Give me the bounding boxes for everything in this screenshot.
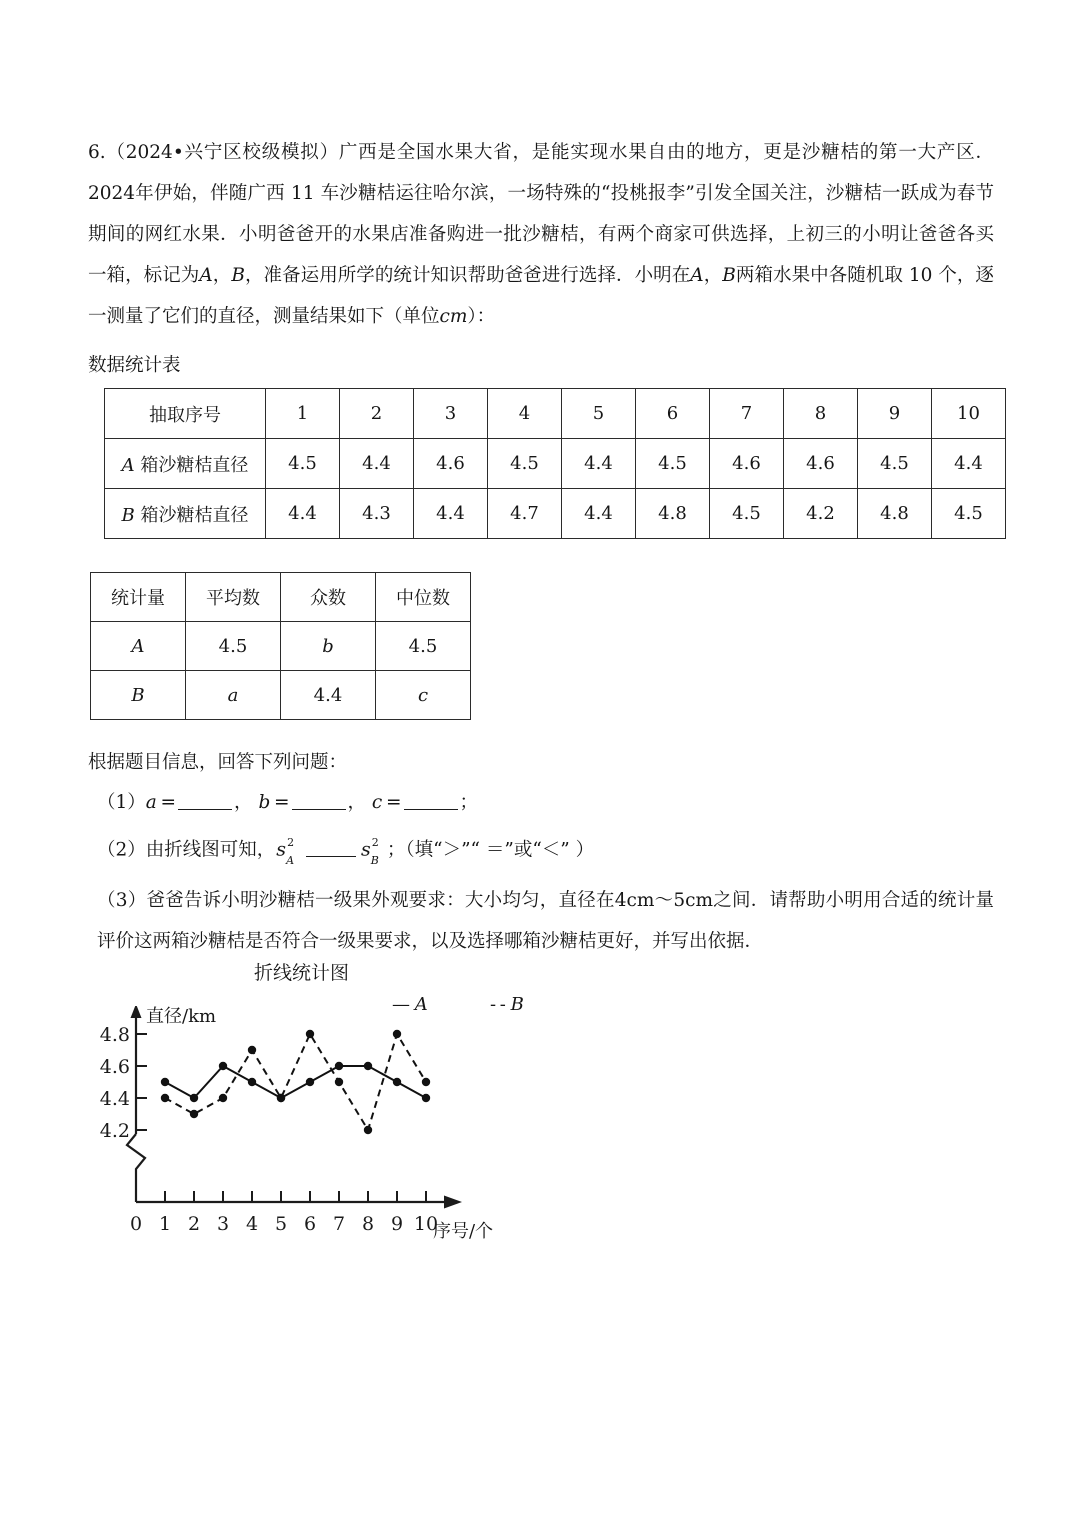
stats-header-cell: 统计量 (91, 573, 186, 622)
problem-var-a: A (199, 265, 213, 286)
question-1-end: ； (459, 792, 479, 813)
problem-comma-1: ， (212, 265, 232, 286)
question-2-label: （2） (97, 839, 146, 861)
header-cell-index: 6 (636, 389, 710, 439)
question-1-eq-a: = (160, 792, 177, 813)
table-row (91, 622, 471, 671)
x-axis (136, 1196, 462, 1209)
answer-blank-b[interactable] (292, 809, 346, 810)
y-axis-label: 直径/km (146, 1006, 217, 1027)
problem-sample-size: 10 (908, 265, 933, 286)
answer-blank-comparison[interactable] (306, 856, 356, 857)
question-1-var-b: b (258, 792, 271, 813)
header-cell-index: 4 (488, 389, 562, 439)
question-3-label: （3） (97, 890, 147, 911)
y-tick-label: 4.2 (99, 1120, 130, 1142)
data-cell: 4.2 (784, 489, 858, 539)
data-cell: 4.6 (710, 439, 784, 489)
data-cell: 4.4 (266, 489, 340, 539)
chart-title: 折线统计图 (254, 962, 350, 984)
x-axis-ticks (130, 1191, 438, 1235)
question-3-diameter-range: 4cm～5cm (614, 890, 714, 911)
x-tick-label: 7 (332, 1213, 346, 1235)
x-tick-label: 6 (303, 1213, 317, 1235)
variance-b-base: s (361, 838, 371, 861)
problem-body-3: 车沙糖桔运往哈尔滨，一场特殊的“投桃报李”引发全国关注，沙糖桔一跃成为春节期间的网红水果．小明爸爸开的水果店准备购进一批沙糖桔，有两个商家可供选择，上初三的小明让爸爸各买一箱，标记为 (88, 183, 994, 286)
variance-a-exponent: 2 (287, 836, 295, 849)
header-cell-index: 2 (340, 389, 414, 439)
chart-plot-area (96, 1006, 496, 1256)
y-tick-label: 4.4 (99, 1088, 130, 1110)
row-label-var: B (121, 504, 135, 526)
stats-header-cell: 众数 (281, 573, 376, 622)
problem-body-1: 广西是全国水果大省，是能实现水果自由的地方，更是沙糖桔的第一大产区． (338, 142, 994, 163)
line-chart (96, 958, 656, 1278)
data-point (422, 1078, 430, 1086)
data-point (190, 1094, 198, 1102)
statistics-summary-table (90, 572, 471, 720)
data-point (335, 1078, 343, 1086)
header-cell-index: 9 (858, 389, 932, 439)
stats-mean-cell: a (186, 671, 281, 720)
stats-mode-cell: 4.4 (281, 671, 376, 720)
problem-body-6: 个，逐一测量了它们的直径，测量结果如下（单位 (88, 265, 994, 327)
stats-mean-cell: 4.5 (186, 622, 281, 671)
x-axis-label: 序号/个 (433, 1221, 494, 1242)
question-2-text-after: ；（填“＞”“ ＝”或“＜” ） (386, 839, 595, 861)
header-cell-index: 10 (932, 389, 1006, 439)
x-axis-arrow-icon (444, 1196, 462, 1209)
header-cell-index: 7 (710, 389, 784, 439)
series-a-line (161, 1062, 430, 1102)
problem-number: 6. (88, 142, 106, 163)
problem-source: （2024•兴宁区校级模拟） (105, 142, 339, 163)
y-axis-ticks (100, 1024, 147, 1142)
problem-body-7: ）： (467, 306, 496, 327)
y-axis-break-icon (127, 1134, 145, 1202)
data-point (248, 1078, 256, 1086)
questions-intro: 根据题目信息，回答下列问题： (88, 752, 348, 773)
variance-a-subscript: A (286, 854, 295, 868)
data-cell: 4.4 (562, 439, 636, 489)
stats-row-name: B (91, 671, 186, 720)
legend-dashed-line-icon: - - (490, 994, 505, 1015)
problem-var-b: B (231, 265, 245, 286)
data-cell: 4.5 (488, 439, 562, 489)
table-row (105, 439, 1006, 489)
data-cell: 4.4 (414, 489, 488, 539)
problem-statement (88, 132, 994, 337)
question-1 (97, 782, 478, 823)
x-tick-label: 4 (245, 1213, 259, 1235)
question-1-var-a: a (145, 792, 157, 813)
row-label-text: 箱沙糖桔直径 (140, 454, 249, 476)
data-cell: 4.5 (636, 439, 710, 489)
question-1-sep-1: ， (234, 792, 253, 813)
x-tick-label: 1 (158, 1213, 172, 1235)
variance-b-subscript: B (370, 854, 379, 868)
problem-truck-count: 11 (290, 183, 315, 204)
data-point (219, 1094, 227, 1102)
data-cell: 4.5 (710, 489, 784, 539)
data-cell: 4.4 (932, 439, 1006, 489)
stats-header-cell: 平均数 (186, 573, 281, 622)
question-2-text-before: 由折线图可知， (145, 839, 276, 861)
problem-var-a2: A (690, 265, 704, 286)
data-cell: 4.4 (340, 439, 414, 489)
data-point (393, 1030, 401, 1038)
header-cell-index: 5 (562, 389, 636, 439)
answer-blank-a[interactable] (178, 809, 232, 810)
data-cell: 4.3 (340, 489, 414, 539)
x-tick-label: 8 (361, 1213, 375, 1235)
table-row-header (91, 573, 471, 622)
problem-unit: cm (439, 306, 468, 327)
question-3-text-1: 爸爸告诉小明沙糖桔一级果外观要求：大小均匀，直径在 (146, 890, 615, 911)
data-point (219, 1062, 227, 1070)
stats-median-cell: c (376, 671, 471, 720)
legend-solid-line-icon: — (392, 994, 409, 1015)
data-point (335, 1062, 343, 1070)
data-cell: 4.5 (266, 439, 340, 489)
data-point (190, 1110, 198, 1118)
data-point (277, 1094, 285, 1102)
row-label-b (105, 489, 266, 539)
question-3 (97, 880, 994, 962)
problem-var-b2: B (722, 265, 736, 286)
table-row-header (105, 389, 1006, 439)
header-cell-label: 抽取序号 (105, 389, 266, 439)
y-axis-arrow-icon (131, 1006, 142, 1018)
stats-mode-cell: b (281, 622, 376, 671)
header-cell-index: 3 (414, 389, 488, 439)
table-row (105, 489, 1006, 539)
x-tick-label: 2 (187, 1213, 201, 1235)
question-2 (97, 824, 594, 877)
data-point (161, 1078, 169, 1086)
data-cell: 4.6 (414, 439, 488, 489)
data-statistics-table (104, 388, 1006, 539)
data-cell: 4.5 (858, 439, 932, 489)
data-cell: 4.8 (858, 489, 932, 539)
row-label-text: 箱沙糖桔直径 (140, 504, 249, 526)
problem-comma-2: ， (703, 265, 723, 286)
answer-blank-c[interactable] (404, 809, 458, 810)
data-cell: 4.6 (784, 439, 858, 489)
header-cell-index: 8 (784, 389, 858, 439)
x-tick-label: 9 (390, 1213, 404, 1235)
data-point (306, 1078, 314, 1086)
variance-a-symbol (276, 824, 301, 877)
variance-b-exponent: 2 (371, 836, 379, 849)
stats-row-name: A (91, 622, 186, 671)
problem-body-5: 两箱水果中各随机取 (735, 265, 903, 286)
problem-body-4: ，准备运用所学的统计知识帮助爸爸进行选择．小明在 (244, 265, 691, 286)
variance-b-symbol (361, 824, 386, 877)
table-row (91, 671, 471, 720)
data-cell: 4.7 (488, 489, 562, 539)
series-b-line (161, 1030, 430, 1134)
data-cell: 4.8 (636, 489, 710, 539)
stats-median-cell: 4.5 (376, 622, 471, 671)
data-point (248, 1046, 256, 1054)
data-point (422, 1094, 430, 1102)
question-1-var-c: c (371, 792, 383, 813)
question-1-label: （1） (97, 792, 146, 813)
x-tick-label: 3 (216, 1213, 230, 1235)
data-point (364, 1062, 372, 1070)
data-point (364, 1126, 372, 1134)
data-point (161, 1094, 169, 1102)
variance-a-base: s (276, 838, 287, 861)
x-tick-label: 0 (129, 1213, 143, 1235)
stats-header-cell: 中位数 (376, 573, 471, 622)
header-cell-index: 1 (266, 389, 340, 439)
data-point (306, 1030, 314, 1038)
row-label-a (105, 439, 266, 489)
problem-body-2: 年伊始，伴随广西 (135, 183, 285, 204)
x-tick-label: 5 (274, 1213, 288, 1235)
data-table-caption: 数据统计表 (88, 355, 181, 376)
question-1-eq-c: = (385, 792, 402, 813)
data-cell: 4.5 (932, 489, 1006, 539)
row-label-var: A (121, 454, 135, 476)
question-1-sep-2: ， (347, 792, 367, 813)
data-cell: 4.4 (562, 489, 636, 539)
y-tick-label: 4.6 (99, 1056, 130, 1078)
data-point (393, 1078, 401, 1086)
series-polyline (165, 1034, 426, 1130)
y-tick-label: 4.8 (99, 1024, 130, 1046)
question-3-text-2: 之间．请帮助小明用合适的统计量评价这两箱沙糖桔是否符合一级果要求，以及选择哪箱沙糖桔更好，并写出依据． (97, 890, 994, 952)
x-tick-label: 10 (413, 1213, 439, 1235)
problem-year: 2024 (88, 183, 136, 204)
question-1-eq-b: = (273, 792, 290, 813)
legend-label-b: B (510, 994, 524, 1015)
legend-label-a: A (414, 994, 428, 1015)
